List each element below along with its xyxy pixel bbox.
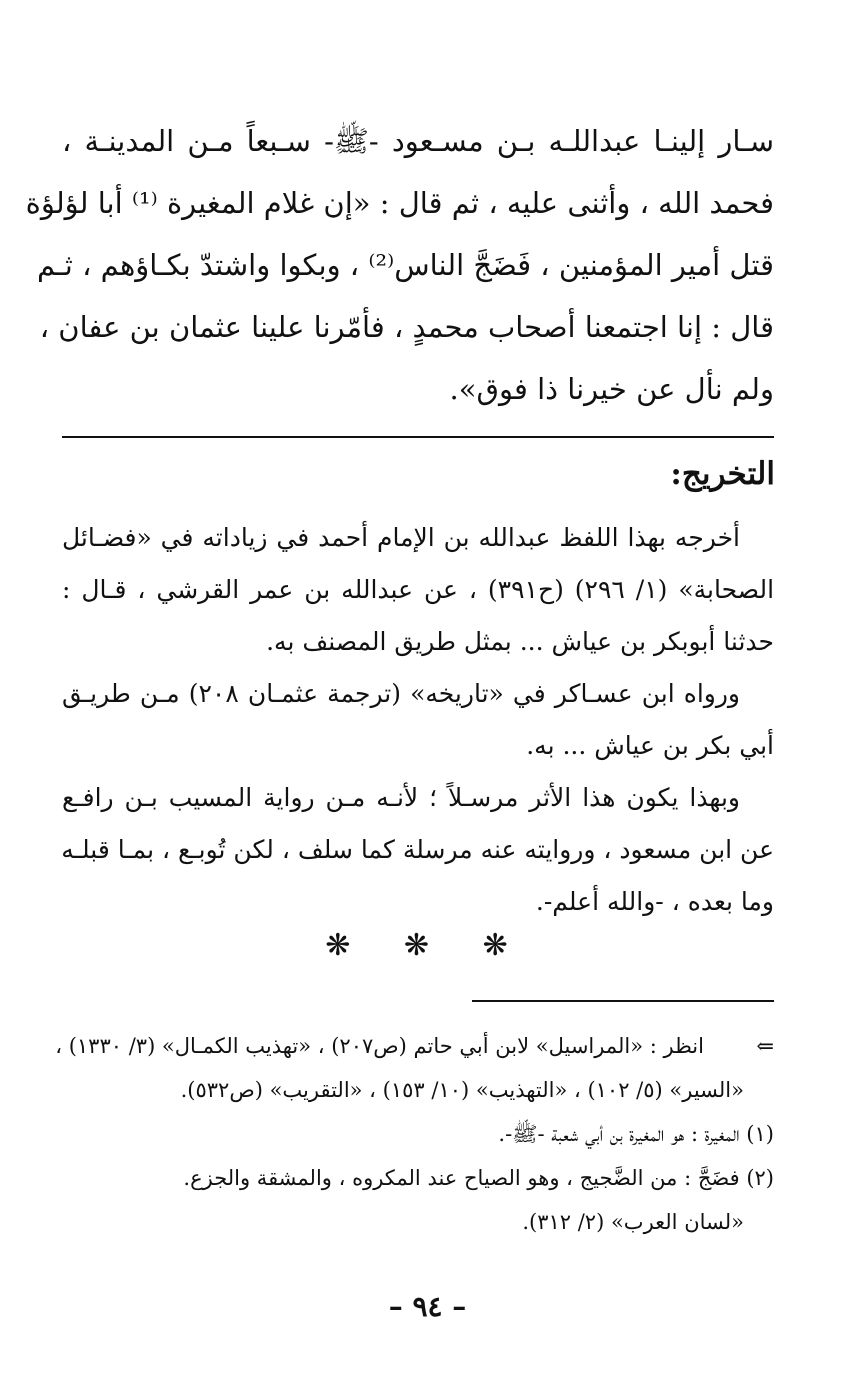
paragraph xyxy=(62,512,774,668)
paragraph xyxy=(62,772,774,928)
main-text-line: قال : إنا اجتمعنا أصحاب محمدٍ ، فأمّرنا علينا عثمان بن عفان ، xyxy=(39,310,774,344)
paragraph-line: ورواه ابن عسـاكر في «تاريخه» (ترجمة عثمـان ٢٠٨) مـن طريـق xyxy=(62,679,740,708)
paragraph xyxy=(62,668,774,772)
paragraph-line: أخرجه بهذا اللفظ عبدالله بن الإمام أحمد في زياداته في «فضـائل xyxy=(62,523,740,552)
main-text-line: فحمد الله ، وأثنى عليه ، ثم قال : «إن غلام المغيرة ⁽¹⁾ أبا لؤلؤة xyxy=(25,186,774,220)
continuation-arrow-icon: ⇐ xyxy=(756,1034,774,1058)
paragraph-line: وما بعده ، -والله أعلم-. xyxy=(535,887,774,916)
paragraph-line: وبهذا يكون هذا الأثر مرسـلاً ؛ لأنـه مـن رواية المسيب بـن رافـع xyxy=(62,783,740,812)
main-text-line: ولم نأل عن خيرنا ذا فوق». xyxy=(449,372,774,406)
paragraph-line: عن ابن مسعود ، وروايته عنه مرسلة كما سلف ، لكن تُوبـع ، بمـا قبلـه xyxy=(61,835,774,864)
footnote-line: «السير» (٥/ ١٠٢) ، «التهذيب» (١٠/ ١٥٣) ، «التقريب» (ص٥٣٢). xyxy=(180,1078,744,1102)
footnote-line xyxy=(55,1024,774,1068)
main-text xyxy=(25,110,774,420)
main-text-block xyxy=(25,110,774,420)
main-text-line: قتل أمير المؤمنين ، فَضَجَّ الناس⁽²⁾ ، وبكوا واشتدّ بكـاؤهم ، ثـم xyxy=(37,248,774,282)
section-divider xyxy=(62,436,774,438)
paragraph-line: حدثنا أبوبكر بن عياش ... بمثل طريق المصنف به. xyxy=(266,627,774,656)
section-heading: التخريج: xyxy=(670,456,775,492)
footnote-1 xyxy=(62,1112,774,1156)
footnote-divider xyxy=(472,1000,774,1002)
paragraph-line: الصحابة» (١/ ٢٩٦) (ح٣٩١) ، عن عبدالله بن عمر القرشي ، قـال : xyxy=(62,575,775,604)
main-text-line: سـار إلينـا عبداللـه بـن مسـعود -ﷺ- سـبعاً مـن المدينـة ، xyxy=(62,124,774,158)
asterisk-separator: ❋ ❋ ❋ xyxy=(325,928,530,963)
footnote-continuation xyxy=(55,1024,774,1112)
takhrij-body xyxy=(62,512,774,928)
footnote-line: (٢) فضَجَّ : من الضَّجيج ، وهو الصياح عند المكروه ، والمشقة والجزع. xyxy=(183,1166,774,1190)
footnote-2 xyxy=(62,1156,774,1244)
footnotes xyxy=(55,1024,774,1244)
paragraph-line: أبي بكر بن عياش ... به. xyxy=(526,731,774,760)
footnote-line-text: انظر : «المراسيل» لابن أبي حاتم (ص٢٠٧) ، «تهذيب الكمـال» (٣/ ١٣٣٠) ، xyxy=(55,1034,704,1058)
footnote-line: (١) المغيرة : هو المغيرة بن أبي شعبة -ﷺ-. xyxy=(498,1122,774,1146)
footnote-line: «لسان العرب» (٢/ ٣١٢). xyxy=(522,1210,744,1234)
page-number: – ٩٤ – xyxy=(388,1290,467,1323)
